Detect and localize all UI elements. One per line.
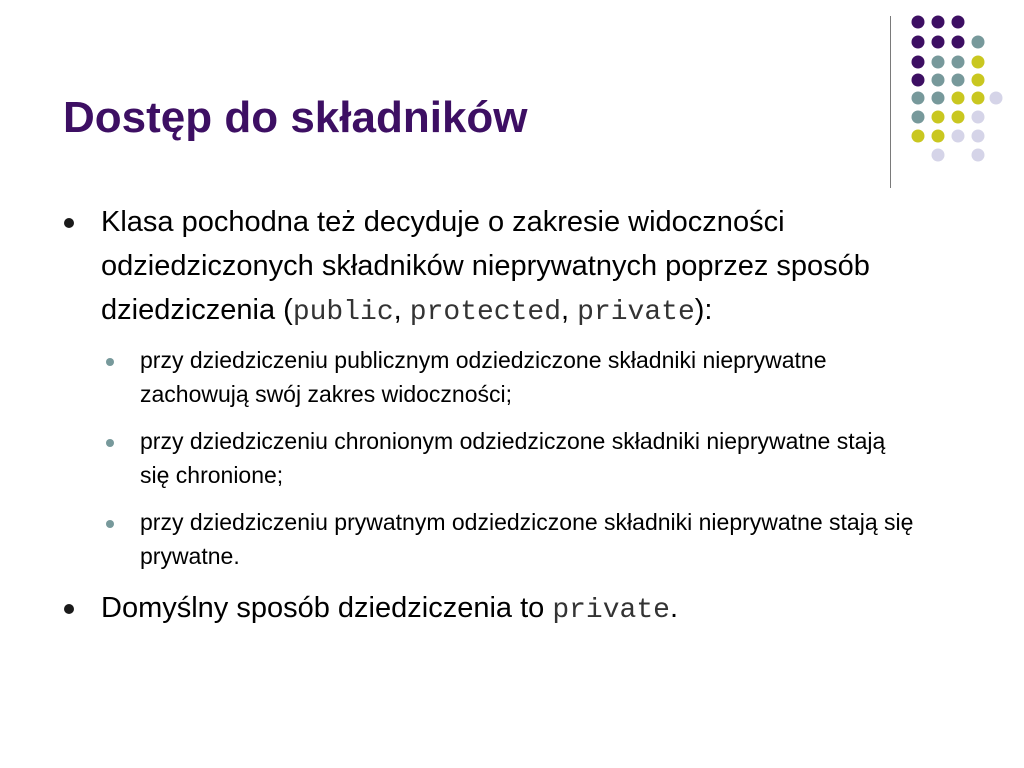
sub-bullet-dot-icon (106, 358, 114, 366)
bullet-dot-icon (64, 604, 74, 614)
sub-bullet-dot-icon (106, 439, 114, 447)
dot (952, 36, 965, 49)
dot (912, 56, 925, 69)
dot (932, 130, 945, 143)
sub-bullet-item (58, 505, 918, 573)
sub-bullet-text: przy dziedziczeniu prywatnym odziedziczone składniki nieprywatne stają się prywatne. (140, 509, 914, 569)
code-private: private (577, 297, 695, 328)
item2-text-after: . (669, 592, 679, 624)
item1-text-after: ): (694, 294, 713, 326)
sub-bullet-dot-icon (106, 520, 114, 528)
sub-bullet-text: przy dziedziczeniu publicznym odziedziczone składniki nieprywatne zachowują swój zakres widoczności; (140, 347, 827, 407)
dot (932, 74, 945, 87)
dot (912, 74, 925, 87)
dot (952, 16, 965, 29)
dot (952, 74, 965, 87)
dot (972, 74, 985, 87)
slide-title: Dostęp do składników (63, 93, 528, 142)
slide-body (58, 200, 918, 641)
dot (972, 149, 985, 162)
item1-separator-2: , (561, 294, 578, 326)
item1-text-before: Klasa pochodna też decyduje o zakresie widoczności odziedziczonych składników nieprywatnych poprzez sposób dziedziczenia ( (101, 206, 870, 326)
dot (912, 130, 925, 143)
dot (932, 16, 945, 29)
sub-bullet-list (58, 343, 918, 573)
code-protected: protected (409, 297, 562, 328)
code-public: public (292, 297, 394, 328)
item1-separator-1: , (393, 294, 410, 326)
dot (932, 56, 945, 69)
dot (932, 149, 945, 162)
dot (932, 36, 945, 49)
dot (972, 111, 985, 124)
bullet-item-1 (58, 200, 918, 335)
bullet-item-2 (58, 586, 918, 633)
dot (912, 16, 925, 29)
vertical-divider (890, 16, 891, 188)
dot (952, 111, 965, 124)
dot (972, 36, 985, 49)
dot (912, 111, 925, 124)
item2-text-before: Domyślny sposób dziedziczenia to (101, 592, 553, 624)
sub-bullet-text: przy dziedziczeniu chronionym odziedziczone składniki nieprywatne stają się chronione; (140, 428, 886, 488)
dot (912, 36, 925, 49)
dot (972, 56, 985, 69)
sub-bullet-item (58, 343, 918, 411)
sub-bullet-item (58, 424, 918, 492)
dot (972, 92, 985, 105)
bullet-dot-icon (64, 218, 74, 228)
dot (952, 56, 965, 69)
dot (932, 92, 945, 105)
dot (912, 92, 925, 105)
code-private-default: private (552, 595, 670, 626)
dot (972, 130, 985, 143)
dot (990, 92, 1003, 105)
dot (952, 92, 965, 105)
dot (932, 111, 945, 124)
dot (952, 130, 965, 143)
